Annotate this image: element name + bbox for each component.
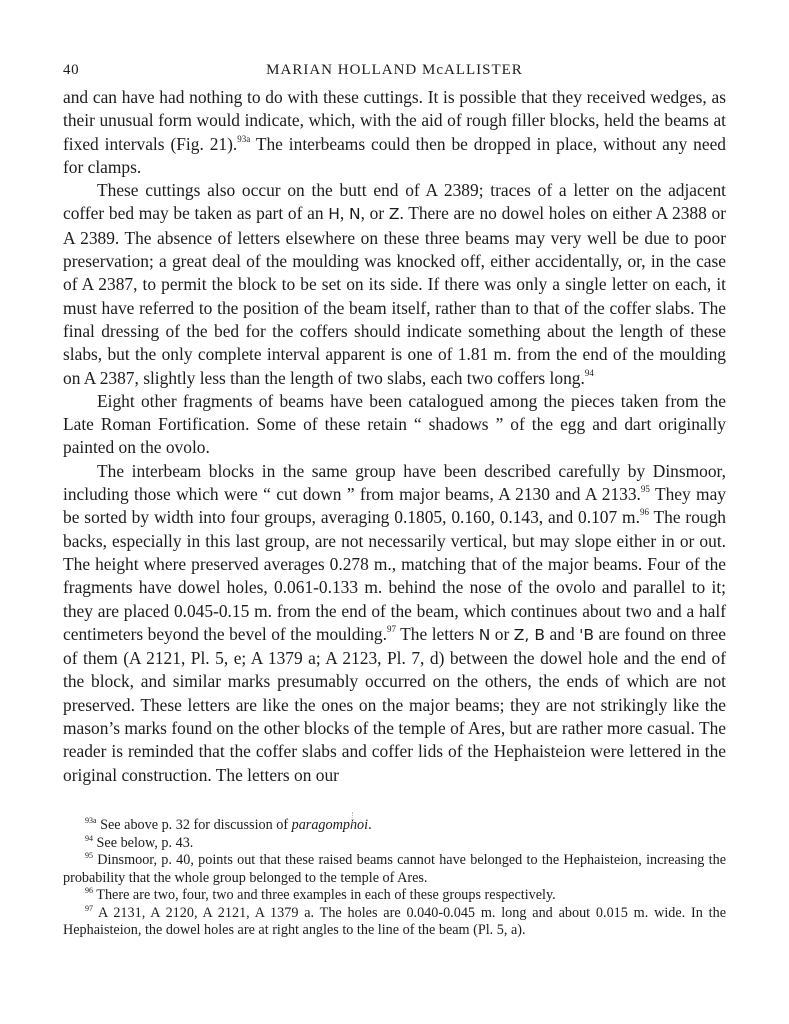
footnote-number: 95 xyxy=(85,851,93,861)
paragraph-1 xyxy=(63,86,726,179)
paragraph-4-text-e: are found on three of them (A 2121, Pl. 5, e; A 1379 a; A 2123, Pl. 7, d) between the dowel hole and the end of the block, and similar marks presumably occurred on the others, the ends of which are not preserved. These letters are like the ones on the major beams; they are not strikingly like the mason’s marks found on the other blocks of the temple of Ares, but are rather more casual. The reader is reminded that the coffer slabs and coffer lids of the Hephaisteion were lettered in the original construction. The letters on our xyxy=(63,623,726,785)
paragraph-4-text-b: They may be sorted by width into four groups, averaging 0.1805, 0.160, 0.143, and 0.107 m. xyxy=(63,484,726,528)
separator: or xyxy=(490,623,514,644)
footnote-number: 93a xyxy=(85,815,97,825)
footnote-text: A 2131, A 2120, A 2121, A 1379 a. The holes are 0.040-0.045 m. long and about 0.015 m. wide. In the Hephaisteion, the dowel holes are at right angles to the line of the beam (Pl. 5, a). xyxy=(63,904,726,939)
footnote-text-end: . xyxy=(368,816,372,833)
paragraph-2-text-b: . There are no dowel holes on either A 2388 or A 2389. The absence of letters elsewhere on these three beams may very well be due to poor preservation; a great deal of the moulding was knocked off, either accidentally, or, in the case of A 2387, to permit the block to be set on its side. If there was only a single letter on each, it must have referred to the position of the beam itself, rather than to that of the coffer slabs. The final dressing of the bed for the coffers should indicate something about the length of these slabs, but the only complete interval apparent is one of 1.81 m. from the end of the moulding on A 2387, slightly less than the length of two slabs, each two coffers long. xyxy=(63,203,726,388)
greek-letter-n: N xyxy=(348,205,361,224)
separator: , xyxy=(339,203,349,224)
footnote-ref-94: 94 xyxy=(584,367,594,378)
paragraph-1-text-a: and can have had nothing to do with these cuttings. It is possible that they received wedges, as their unusual form would indicate, which, with the aid of rough filler blocks, held the beams at fixed intervals (Fig. 21). xyxy=(63,87,726,154)
footnote-97 xyxy=(63,905,726,940)
paragraph-4 xyxy=(63,460,726,787)
footnote-ref-96: 96 xyxy=(639,507,649,518)
greek-letter-h: H xyxy=(328,205,340,224)
greek-letter-n: N xyxy=(478,625,491,644)
footnote-number: 94 xyxy=(85,833,93,843)
paragraph-4-text-c: The rough backs, especially in this last group, are not necessarily vertical, but may slope either in or out. The height where preserved averages 0.278 m., matching that of the major beams. Four of the fragments have dowel holes, 0.061-0.133 m. behind the nose of the ovolo and parallel to it; they are placed 0.045-0.15 m. from the end of the beam, which continues about two and a half centimeters beyond the bevel of the moulding. xyxy=(63,507,727,644)
footnote-ref-95: 95 xyxy=(640,484,650,495)
page xyxy=(63,58,726,940)
footnote-96 xyxy=(63,887,726,905)
scan-mark xyxy=(352,812,354,826)
footnote-italic: paragomphoi xyxy=(291,816,369,833)
paragraph-2-text-a: These cuttings also occur on the butt end of A 2389; traces of a letter on the adjacent coffer bed may be taken as part of an xyxy=(63,180,726,224)
paragraph-3-text: Eight other fragments of beams have been catalogued among the pieces taken from the Late Roman Fortification. Some of these retain “ shadows ” of the egg and dart originally painted on the ovolo. xyxy=(63,390,726,458)
running-title: MARIAN HOLLAND McALLISTER xyxy=(266,62,523,78)
footnote-95 xyxy=(63,852,726,887)
separator: and xyxy=(545,623,580,644)
page-number: 40 xyxy=(63,62,80,78)
footnote-94 xyxy=(63,835,726,853)
paragraph-3 xyxy=(63,390,726,460)
footnote-text: Dinsmoor, p. 40, points out that these raised beams cannot have belonged to the Hephaisteion, increasing the probability that the whole group belonged to the temple of Ares. xyxy=(63,852,726,886)
footnote-number: 97 xyxy=(85,903,93,913)
footnote-ref-93a: 93a xyxy=(237,133,251,144)
greek-letter-z: Z xyxy=(388,205,400,224)
greek-letter-z-b: Z, B xyxy=(513,625,546,644)
running-header xyxy=(63,58,726,86)
footnotes xyxy=(63,817,726,940)
footnote-ref-97: 97 xyxy=(386,623,396,634)
separator: , or xyxy=(360,203,389,224)
footnote-93a xyxy=(63,817,726,835)
paragraph-4-text-a: The interbeam blocks in the same group have been described carefully by Dinsmoor, including those which were “ cut down ” from major beams, A 2130 and A 2133. xyxy=(63,460,726,505)
footnote-text: There are two, four, two and three examples in each of these groups respectively. xyxy=(93,887,556,904)
paragraph-2 xyxy=(63,179,726,390)
greek-letter-prime-b: 'B xyxy=(579,625,595,644)
footnote-text: See above p. 32 for discussion of xyxy=(96,816,292,833)
body-text xyxy=(63,86,726,787)
paragraph-4-text-d: The letters xyxy=(395,623,479,644)
paragraph-1-text-b: The interbeams could then be dropped in place, without any need for clamps. xyxy=(63,133,726,177)
footnote-text: See below, p. 43. xyxy=(93,834,194,851)
footnote-number: 96 xyxy=(85,886,93,896)
